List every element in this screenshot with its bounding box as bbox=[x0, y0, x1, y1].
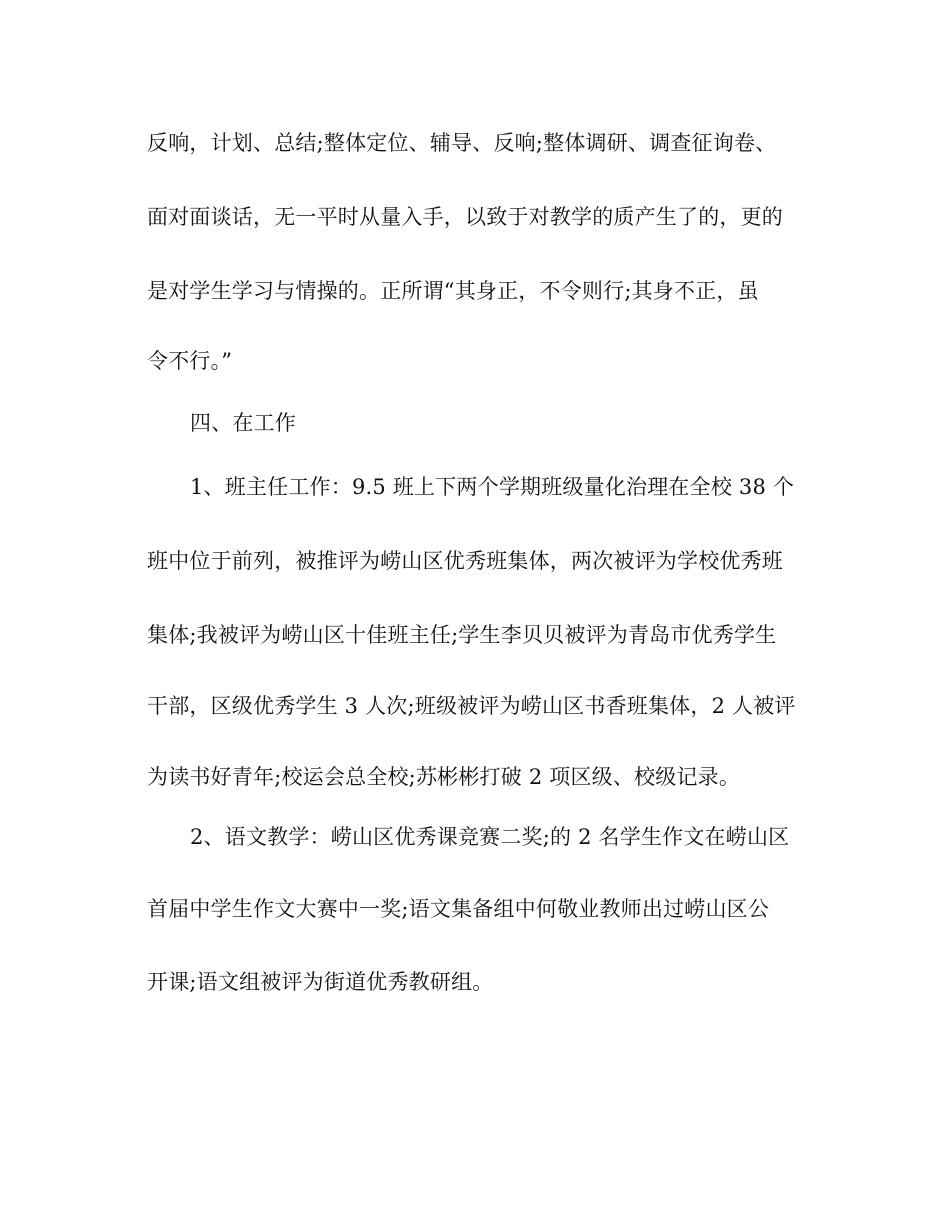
paragraph-line: 班中位于前列，被推评为崂山区优秀班集体，两次被评为学校优秀班 bbox=[147, 549, 783, 573]
paragraph-line: 2、语文教学：崂山区优秀课竞赛二奖;的 2 名学生作文在崂山区 bbox=[190, 825, 790, 849]
paragraph-line: 首届中学生作文大赛中一奖;语文集备组中何敬业教师出过崂山区公 bbox=[147, 897, 770, 921]
paragraph-line: 令不行。” bbox=[147, 349, 233, 373]
paragraph-line: 反响，计划、总结;整体定位、辅导、反响;整体调研、调查征询卷、 bbox=[147, 131, 777, 155]
paragraph-line: 集体;我被评为崂山区十佳班主任;学生李贝贝被评为青岛市优秀学生 bbox=[147, 623, 777, 647]
paragraph-line: 开课;语文组被评为街道优秀教研组。 bbox=[147, 970, 494, 994]
section-heading: 四、在工作 bbox=[190, 411, 296, 435]
paragraph-line: 1、班主任工作：9.5 班上下两个学期班级量化治理在全校 38 个 bbox=[190, 475, 795, 499]
paragraph-line: 干部，区级优秀学生 3 人次;班级被评为崂山区书香班集体，2 人被评 bbox=[147, 694, 796, 718]
paragraph-line: 为读书好青年;校运会总全校;苏彬彬打破 2 项区级、校级记录。 bbox=[147, 765, 741, 789]
paragraph-line: 面对面谈话，无一平时从量入手，以致于对教学的质产生了的，更的 bbox=[147, 205, 783, 229]
paragraph-line: 是对学生学习与情操的。正所谓“其身正，不令则行;其身不正，虽 bbox=[147, 279, 759, 303]
